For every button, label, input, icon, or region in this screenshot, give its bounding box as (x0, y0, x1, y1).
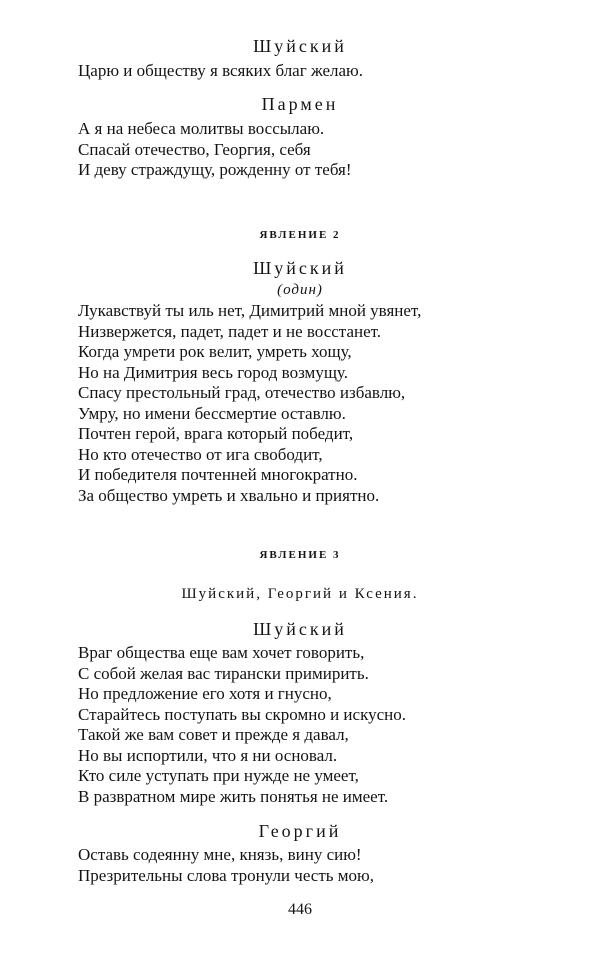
verse-line: Но предложение его хотя и гнусно, (78, 684, 332, 703)
stage-direction: (один) (277, 282, 323, 298)
verse-line: Такой же вам совет и прежде я давал, (78, 725, 349, 744)
verse-line: Презрительны слова тронули честь мою, (78, 865, 374, 885)
verse-line: Почтен герой, врага который победит, (78, 424, 354, 443)
scene-heading: ЯВЛЕНИЕ 2 (259, 229, 341, 241)
verse-line: Но на Димитрия весь город возмущу. (78, 362, 348, 382)
verse-line: Спасу престольный град, отечество избавлю, (78, 383, 406, 402)
speaker-name: Шуйский (253, 619, 347, 639)
verse-line: А я на небеса молитвы воссылаю. (78, 119, 325, 138)
verse-line: Царю и обществу я всяких благ желаю. (78, 61, 363, 80)
verse-line: Старайтесь поступать вы скромно и искусно. (78, 704, 406, 724)
verse-line: И победителя почтенней многократно. (78, 465, 358, 484)
verse-line: Когда умрети рок велит, умреть хощу, (78, 342, 352, 361)
verse-line: Враг общества еще вам хочет говорить, (78, 643, 365, 662)
verse-line: Спасай отечество, Георгия, себя (78, 139, 311, 159)
verse-line: Но вы испортили, что я ни основал. (78, 745, 338, 765)
verse-line: За общество умреть и хвально и приятно. (78, 485, 380, 505)
verse-line: Но кто отечество от ига свободит, (78, 444, 323, 464)
verse-line: Умру, но имени бессмертие оставлю. (78, 403, 346, 423)
verse-line: Низвержется, падет, падет и не восстанет. (78, 321, 382, 341)
verse-block (78, 119, 578, 181)
verse-line: Кто силе уступать при нужде не умеет, (78, 766, 359, 785)
speaker-name: Шуйский (253, 36, 347, 56)
verse-line: Оставь содеянну мне, князь, вину сию! (78, 845, 362, 864)
verse-line: И деву страждущу, рожденну от тебя! (78, 160, 352, 179)
scene-cast: Шуйский, Георгий и Ксения. (181, 586, 419, 602)
scene-heading: ЯВЛЕНИЕ 3 (259, 549, 341, 561)
verse-block (78, 845, 578, 886)
speaker-name: Шуйский (253, 258, 347, 278)
page-number: 446 (288, 901, 312, 918)
verse-block (78, 61, 578, 82)
speaker-name: Георгий (258, 821, 342, 841)
verse-block (78, 301, 578, 506)
speaker-name: Пармен (261, 94, 339, 114)
verse-line: В развратном мире жить понятья не имеет. (78, 786, 389, 806)
verse-block (78, 643, 578, 807)
verse-line: Лукавствуй ты иль нет, Димитрий мной увянет, (78, 301, 422, 320)
verse-line: С собой желая вас тирански примирить. (78, 663, 369, 683)
